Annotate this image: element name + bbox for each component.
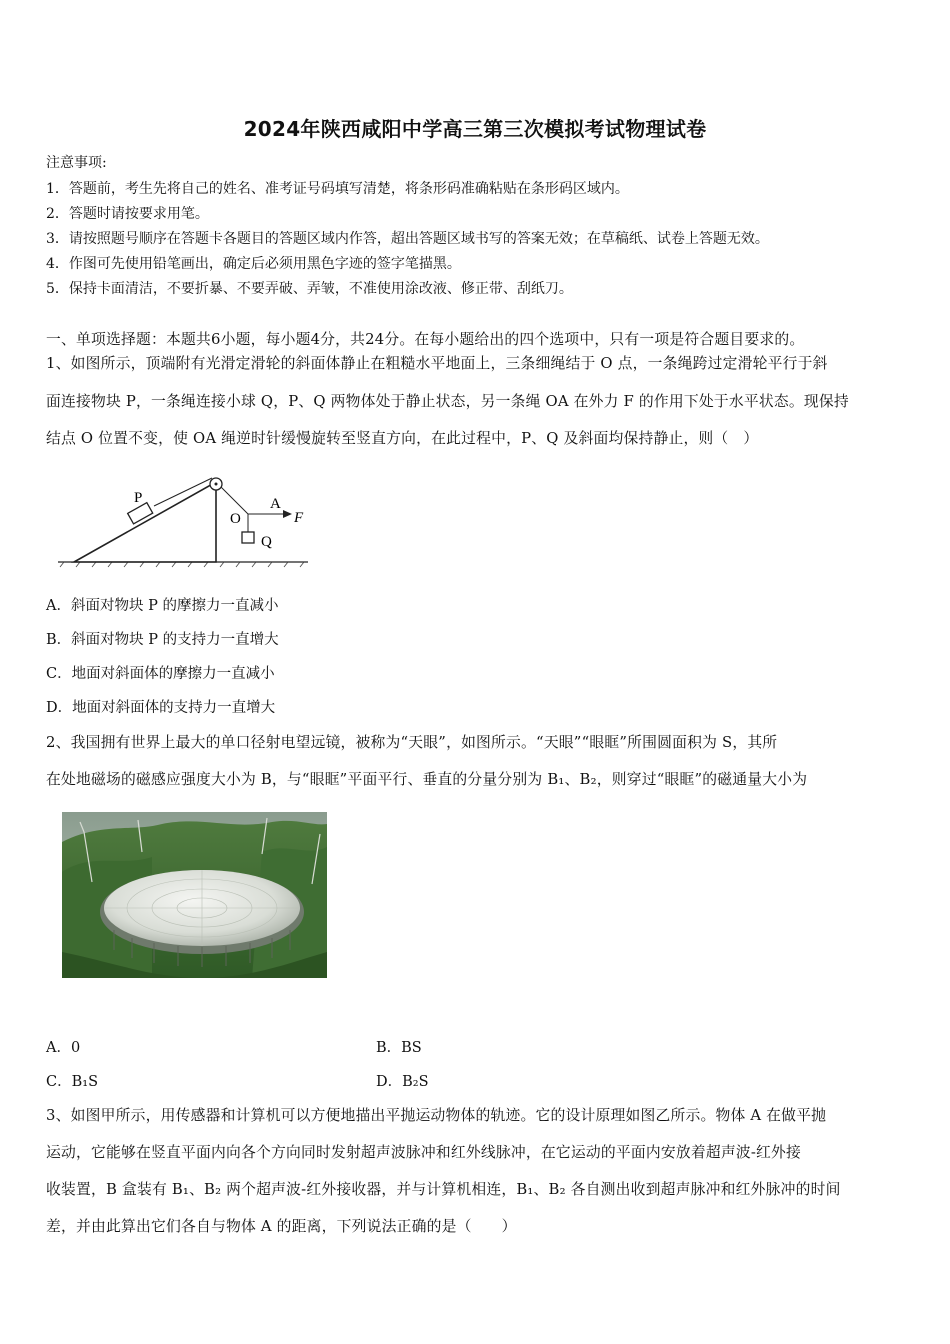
question-2-text: 2、我国拥有世界上最大的单口径射电望远镜，被称为“天眼”，如图所示。“天眼”“眼眶”所围圆面积为 S，其所 — [46, 734, 778, 751]
question-3-text: 3、如图甲所示，用传感器和计算机可以方便地描出平抛运动物体的轨迹。它的设计原理如图乙所示。物体 A 在做平抛 — [46, 1107, 827, 1124]
question-1-text: 1、如图所示，顶端附有光滑定滑轮的斜面体静止在粗糙水平地面上，三条细绳结于 O 点，一条绳跨过定滑轮平行于斜 — [46, 355, 828, 372]
question-1-text: 面连接物块 P，一条绳连接小球 Q，P、Q 两物体处于静止状态，另一条绳 OA 在外力 F 的作用下处于水平状态。现保持 — [46, 393, 849, 410]
option-c: C．地面对斜面体的摩擦力一直减小 — [46, 666, 275, 682]
option-c: C．B₁S — [46, 1074, 98, 1090]
question-3-text: 运动，它能够在竖直平面内向各个方向同时发射超声波脉冲和红外线脉冲，在它运动的平面内安放着超声波-红外接 — [46, 1144, 802, 1161]
option-a: A．斜面对物块 P 的摩擦力一直减小 — [46, 598, 279, 614]
notice-item: 3．请按照题号顺序在答题卡各题目的答题区域内作答，超出答题区域书写的答案无效；在草稿纸、试卷上答题无效。 — [46, 231, 769, 247]
notice-item: 2．答题时请按要求用笔。 — [46, 206, 209, 222]
label-p: P — [134, 490, 143, 506]
section-heading: 一、单项选择题：本题共6小题，每小题4分，共24分。在每小题给出的四个选项中，只有一项是符合题目要求的。 — [46, 331, 805, 348]
notice-item: 5．保持卡面清洁，不要折暴、不要弄破、弄皱，不准使用涂改液、修正带、刮纸刀。 — [46, 281, 573, 297]
label-f: F — [294, 510, 304, 526]
page-title: 2024年陕西咸阳中学高三第三次模拟考试物理试卷 — [243, 117, 707, 141]
notice-item: 1．答题前，考生先将自己的姓名、准考证号码填写清楚，将条形码准确粘贴在条形码区域内。 — [46, 181, 629, 197]
option-b: B．斜面对物块 P 的支持力一直增大 — [46, 632, 279, 648]
option-d: D．地面对斜面体的支持力一直增大 — [46, 700, 276, 716]
notice-item: 4．作图可先使用铅笔画出，确定后必须用黑色字迹的签字笔描黑。 — [46, 256, 461, 272]
incline-pulley-figure — [58, 466, 318, 571]
option-b: B．BS — [376, 1040, 422, 1056]
question-3-text: 差，并由此算出它们各自与物体 A 的距离，下列说法正确的是（ ） — [46, 1218, 517, 1235]
option-d: D．B₂S — [376, 1074, 429, 1090]
question-2-text: 在处地磁场的磁感应强度大小为 B，与“眼眶”平面平行、垂直的分量分别为 B₁、B₂，则穿过“眼眶”的磁通量大小为 — [46, 771, 808, 788]
option-a: A．0 — [46, 1040, 81, 1056]
notice-heading: 注意事项: — [46, 155, 107, 171]
telescope-photo — [62, 812, 327, 978]
question-3-text: 收装置，B 盒装有 B₁、B₂ 两个超声波-红外接收器，并与计算机相连，B₁、B₂ 各自测出收到超声脉冲和红外脉冲的时间 — [46, 1181, 841, 1198]
question-1-text: 结点 O 位置不变，使 OA 绳逆时针缓慢旋转至竖直方向，在此过程中，P、Q 及斜面均保持静止，则（ ） — [46, 430, 759, 447]
label-o: O — [230, 511, 241, 527]
label-a: A — [270, 496, 281, 512]
label-q: Q — [261, 534, 272, 550]
